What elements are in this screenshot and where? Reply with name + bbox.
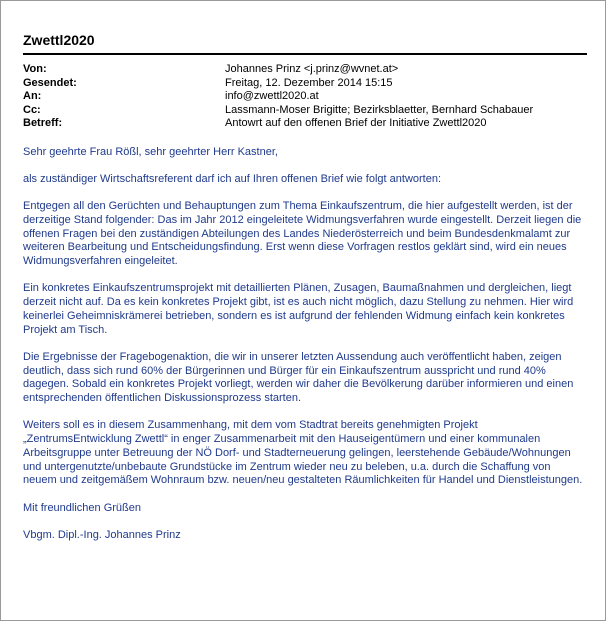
paragraph-development: Weiters soll es in diesem Zusammenhang, mit dem vom Stadtrat bereits genehmigten Projekt „ZentrumsEntwicklung Zwettl“ in enger Zusammenarbeit mit den Hauseigentümern und einer kommunalen Arbeitsgruppe unter Betreuung der NÖ Dorf- und Stadterneuerung gelingen, leerstehende Gebäude/Wohnungen und untergenutzte/unbebaute Grundstücke im Zentrum wieder neu zu beleben, u.a. durch die Schaffung von neuem und zeitgemäßem Wohnraum bzw. neuen/neu gestalteten Räumlichkeiten für Handel und Dienstleistungen. (23, 419, 583, 487)
header-value-to: info@zwettl2020.at (225, 90, 319, 102)
header-label-subject: Betreff: (23, 117, 63, 129)
header-value-sent: Freitag, 12. Dezember 2014 15:15 (225, 76, 393, 89)
paragraph-status: Entgegen all den Gerüchten und Behauptungen zum Thema Einkaufszentrum, die hier aufgestellt werden, ist der derzeitige Stand folgender: Das im Jahr 2012 eingeleitete Widmungsverfahren wurde eingestellt. Derzeit liegen die offenen Fragen bei den zuständigen Abteilungen des Landes Niederösterreich und beim Bundesdenkmalamt zur weiteren Bearbeitung und Entscheidungsfindung. Erst wenn diese Vorfragen restlos geklärt sind, wird ein neues Widmungsverfahren eingeleitet. (23, 200, 582, 268)
email-body (23, 146, 583, 543)
header-value-subject: Antowrt auf den offenen Brief der Initiative Zwettl2020 (225, 117, 487, 129)
header-label-sent: Gesendet: (23, 76, 77, 89)
salutation: Sehr geehrte Frau Rößl, sehr geehrter Herr Kastner, (23, 145, 278, 158)
header-row-to (23, 90, 587, 104)
header-row-sent (23, 77, 587, 91)
email-content (23, 31, 587, 556)
paragraph-project: Ein konkretes Einkaufszentrumsprojekt mit detaillierten Plänen, Zusagen, Baumaßnahmen und dergleichen, liegt derzeit nicht auf. Da es kein konkretes Projekt gibt, ist es auch nicht möglich, dazu Stellung zu nehmen. Hier wird keinerlei Geheimniskrämerei betrieben, sondern es ist aufgrund der fehlenden Widmung einfach kein konkretes Projekt am Tisch. (23, 282, 574, 336)
header-row-cc (23, 104, 587, 118)
paragraph-survey: Die Ergebnisse der Fragebogenaktion, die wir in unserer letzten Aussendung auch veröffentlicht haben, zeigen deutlich, dass sich rund 60% der Bürgerinnen und Bürger für ein Einkaufszentrum ausspricht und rund 40% dagegen. Sobald ein konkretes Projekt vorliegt, werden wir daher die Bevölkerung darüber informieren und einen entsprechenden öffentlichen Diskussionsprozess starten. (23, 350, 574, 405)
closing: Mit freundlichen Grüßen (23, 501, 141, 514)
header-label-from: Von: (23, 63, 47, 75)
email-headers (23, 63, 587, 131)
header-row-from (23, 63, 587, 77)
header-value-cc: Lassmann-Moser Brigitte; Bezirksblaetter, Bernhard Schabauer (225, 103, 534, 116)
header-label-to: An: (23, 90, 42, 102)
header-value-from: Johannes Prinz <j.prinz@wvnet.at> (225, 63, 399, 75)
header-row-subject (23, 117, 587, 131)
signature: Vbgm. Dipl.-Ing. Johannes Prinz (23, 529, 181, 542)
header-label-cc: Cc: (23, 103, 41, 116)
mail-title: Zwettl2020 (23, 31, 587, 55)
intro-paragraph: als zuständiger Wirtschaftsreferent darf ich auf Ihren offenen Brief wie folgt antworten: (23, 172, 442, 185)
